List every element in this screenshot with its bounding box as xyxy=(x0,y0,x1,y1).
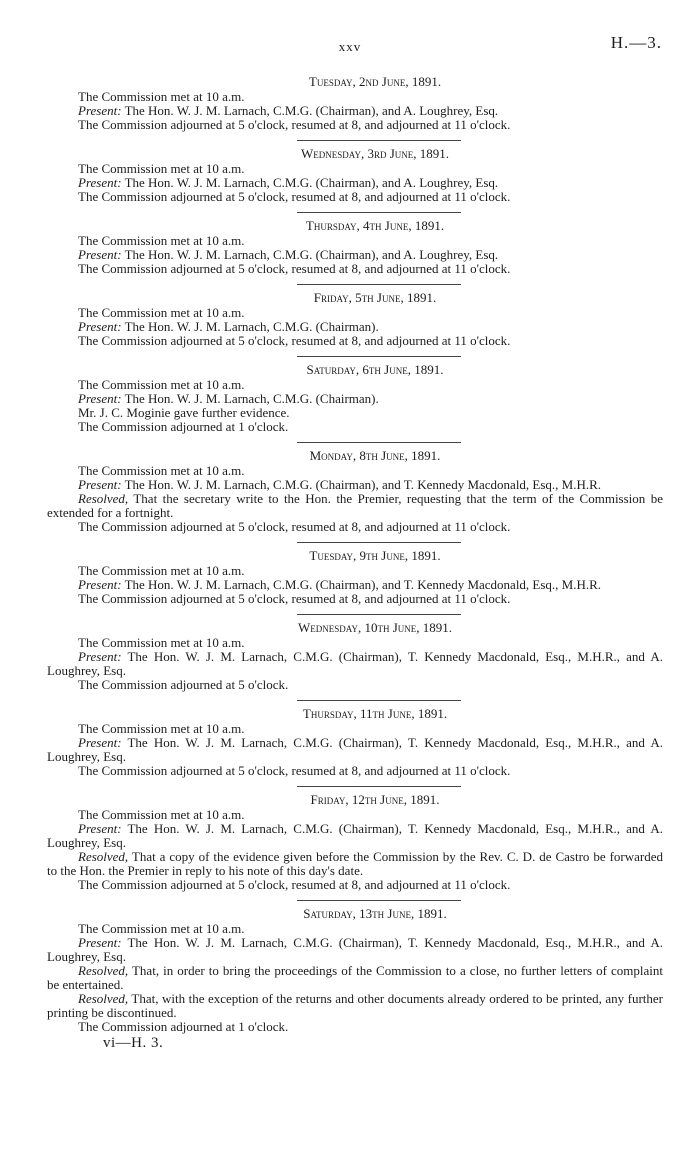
line-text: The Commission adjourned at 5 o'clock, resumed at 8, and adjourned at 11 o'clock. xyxy=(78,519,511,534)
line-text: The Hon. W. J. M. Larnach, C.M.G. (Chairman), and A. Loughrey, Esq. xyxy=(121,247,499,262)
minutes-line xyxy=(47,378,663,392)
line-text: That, in order to bring the proceedings of the Commission to a close, no further letters of complaint be entertained. xyxy=(47,963,663,992)
line-text: The Hon. W. J. M. Larnach, C.M.G. (Chairman), T. Kennedy Macdonald, Esq., M.H.R., and A. Loughrey, Esq. xyxy=(47,735,663,764)
line-text: The Commission adjourned at 5 o'clock. xyxy=(78,677,289,692)
line-text: The Commission met at 10 a.m. xyxy=(78,377,245,392)
line-text: That, with the exception of the returns and other documents already ordered to be printed, any further printing be discontinued. xyxy=(47,991,663,1020)
line-label: Present: xyxy=(78,577,122,592)
line-label: Present: xyxy=(78,477,122,492)
minutes-body xyxy=(47,72,663,1050)
minutes-line xyxy=(47,176,663,190)
section-divider xyxy=(297,900,461,901)
minutes-entry xyxy=(47,907,663,1034)
line-text: That the secretary write to the Hon. the Premier, requesting that the term of the Commission be extended for a fortnight. xyxy=(47,491,663,520)
line-label: Present: xyxy=(78,103,122,118)
line-text: The Commission met at 10 a.m. xyxy=(78,635,245,650)
line-text: The Commission met at 10 a.m. xyxy=(78,305,245,320)
line-label: Present: xyxy=(78,935,122,950)
line-label: Present: xyxy=(78,649,122,664)
minutes-line xyxy=(47,650,663,678)
line-label: Resolved, xyxy=(78,491,129,506)
entry-date-heading: Wednesday, 3rd June, 1891. xyxy=(301,146,449,161)
line-text: The Commission adjourned at 1 o'clock. xyxy=(78,1019,289,1034)
minutes-line xyxy=(47,478,663,492)
section-divider xyxy=(297,284,461,285)
minutes-line xyxy=(47,578,663,592)
line-text: That a copy of the evidence given before the Commission by the Rev. C. D. de Castro be forwarded to the Hon. the Premier in reply to his note of this day's date. xyxy=(47,849,663,878)
line-text: The Commission adjourned at 5 o'clock, resumed at 8, and adjourned at 11 o'clock. xyxy=(78,261,511,276)
line-text: The Commission met at 10 a.m. xyxy=(78,563,245,578)
line-text: The Commission adjourned at 5 o'clock, resumed at 8, and adjourned at 11 o'clock. xyxy=(78,591,511,606)
minutes-line xyxy=(47,1020,663,1034)
line-label: Present: xyxy=(78,175,122,190)
entry-date-heading: Saturday, 6th June, 1891. xyxy=(306,362,444,377)
line-label: Resolved, xyxy=(78,849,129,864)
minutes-line xyxy=(47,118,663,132)
line-text: The Hon. W. J. M. Larnach, C.M.G. (Chairman), T. Kennedy Macdonald, Esq., M.H.R., and A. Loughrey, Esq. xyxy=(47,935,663,964)
minutes-line xyxy=(47,878,663,892)
line-text: The Hon. W. J. M. Larnach, C.M.G. (Chairman), and T. Kennedy Macdonald, Esq., M.H.R. xyxy=(121,477,602,492)
minutes-line xyxy=(47,162,663,176)
document-reference: H.—3. xyxy=(610,33,662,52)
line-text: The Commission met at 10 a.m. xyxy=(78,89,245,104)
minutes-entry xyxy=(47,549,663,606)
entry-date-heading: Monday, 8th June, 1891. xyxy=(309,448,441,463)
minutes-line xyxy=(47,392,663,406)
minutes-entry xyxy=(47,449,663,534)
line-text: The Commission met at 10 a.m. xyxy=(78,463,245,478)
minutes-line xyxy=(47,334,663,348)
line-text: The Hon. W. J. M. Larnach, C.M.G. (Chairman), T. Kennedy Macdonald, Esq., M.H.R., and A. Loughrey, Esq. xyxy=(47,649,663,678)
line-text: Mr. J. C. Moginie gave further evidence. xyxy=(78,405,290,420)
entry-date-heading: Friday, 5th June, 1891. xyxy=(313,290,437,305)
entry-date-heading: Tuesday, 2nd June, 1891. xyxy=(308,74,442,89)
line-label: Present: xyxy=(78,821,122,836)
minutes-line xyxy=(47,520,663,534)
line-text: The Hon. W. J. M. Larnach, C.M.G. (Chairman), and A. Loughrey, Esq. xyxy=(121,175,499,190)
entry-date-heading: Thursday, 4th June, 1891. xyxy=(305,218,445,233)
entry-date-heading: Tuesday, 9th June, 1891. xyxy=(309,548,441,563)
entry-date-heading: Thursday, 11th June, 1891. xyxy=(302,706,448,721)
line-text: The Hon. W. J. M. Larnach, C.M.G. (Chairman), and T. Kennedy Macdonald, Esq., M.H.R. xyxy=(121,577,602,592)
line-text: The Commission met at 10 a.m. xyxy=(78,921,245,936)
minutes-entry xyxy=(47,363,663,434)
minutes-line xyxy=(47,320,663,334)
line-label: Present: xyxy=(78,735,122,750)
minutes-line xyxy=(47,992,663,1020)
minutes-entry xyxy=(47,621,663,692)
line-text: The Commission met at 10 a.m. xyxy=(78,161,245,176)
line-text: The Hon. W. J. M. Larnach, C.M.G. (Chairman). xyxy=(121,319,379,334)
line-text: The Commission met at 10 a.m. xyxy=(78,721,245,736)
section-divider xyxy=(297,356,461,357)
minutes-line xyxy=(47,808,663,822)
page-number: xxv xyxy=(338,39,362,54)
minutes-line xyxy=(47,722,663,736)
minutes-line xyxy=(47,90,663,104)
line-label: Present: xyxy=(78,319,122,334)
line-label: Resolved, xyxy=(78,991,129,1006)
minutes-entry xyxy=(47,793,663,892)
section-divider xyxy=(297,140,461,141)
section-divider xyxy=(297,700,461,701)
minutes-line xyxy=(47,464,663,478)
minutes-line xyxy=(47,922,663,936)
line-text: The Commission adjourned at 5 o'clock, resumed at 8, and adjourned at 11 o'clock. xyxy=(78,189,511,204)
line-text: The Commission adjourned at 5 o'clock, resumed at 8, and adjourned at 11 o'clock. xyxy=(78,763,511,778)
minutes-line xyxy=(47,492,663,520)
line-text: The Commission adjourned at 5 o'clock, resumed at 8, and adjourned at 11 o'clock. xyxy=(78,333,511,348)
minutes-line xyxy=(47,420,663,434)
minutes-line xyxy=(47,190,663,204)
minutes-line xyxy=(47,262,663,276)
minutes-entry xyxy=(47,219,663,276)
entry-date-heading: Wednesday, 10th June, 1891. xyxy=(298,620,452,635)
line-label: Resolved, xyxy=(78,963,129,978)
minutes-line xyxy=(47,636,663,650)
minutes-entry xyxy=(47,147,663,204)
minutes-line xyxy=(47,936,663,964)
line-label: Present: xyxy=(78,247,122,262)
minutes-line xyxy=(47,764,663,778)
minutes-line xyxy=(47,406,663,420)
line-text: The Commission adjourned at 5 o'clock, resumed at 8, and adjourned at 11 o'clock. xyxy=(78,117,511,132)
minutes-entry xyxy=(47,291,663,348)
section-divider xyxy=(297,614,461,615)
section-divider xyxy=(297,786,461,787)
printer-signature: vi—H. 3. xyxy=(103,1035,164,1051)
section-divider xyxy=(297,442,461,443)
minutes-line xyxy=(47,678,663,692)
minutes-line xyxy=(47,736,663,764)
minutes-line xyxy=(47,306,663,320)
line-text: The Commission met at 10 a.m. xyxy=(78,807,245,822)
section-divider xyxy=(297,212,461,213)
line-text: The Hon. W. J. M. Larnach, C.M.G. (Chairman), and A. Loughrey, Esq. xyxy=(121,103,499,118)
line-text: The Hon. W. J. M. Larnach, C.M.G. (Chairman), T. Kennedy Macdonald, Esq., M.H.R., and A. Loughrey, Esq. xyxy=(47,821,663,850)
minutes-entry xyxy=(47,75,663,132)
minutes-entry xyxy=(47,707,663,778)
entry-date-heading: Friday, 12th June, 1891. xyxy=(310,792,440,807)
minutes-line xyxy=(47,850,663,878)
minutes-line xyxy=(47,248,663,262)
minutes-line xyxy=(47,234,663,248)
minutes-line xyxy=(47,564,663,578)
minutes-line xyxy=(47,592,663,606)
minutes-line xyxy=(47,104,663,118)
line-text: The Commission adjourned at 5 o'clock, resumed at 8, and adjourned at 11 o'clock. xyxy=(78,877,511,892)
line-label: Present: xyxy=(78,391,122,406)
section-divider xyxy=(297,542,461,543)
minutes-line xyxy=(47,964,663,992)
line-text: The Commission met at 10 a.m. xyxy=(78,233,245,248)
minutes-line xyxy=(47,822,663,850)
entry-date-heading: Saturday, 13th June, 1891. xyxy=(303,906,447,921)
line-text: The Commission adjourned at 1 o'clock. xyxy=(78,419,289,434)
line-text: The Hon. W. J. M. Larnach, C.M.G. (Chairman). xyxy=(121,391,379,406)
